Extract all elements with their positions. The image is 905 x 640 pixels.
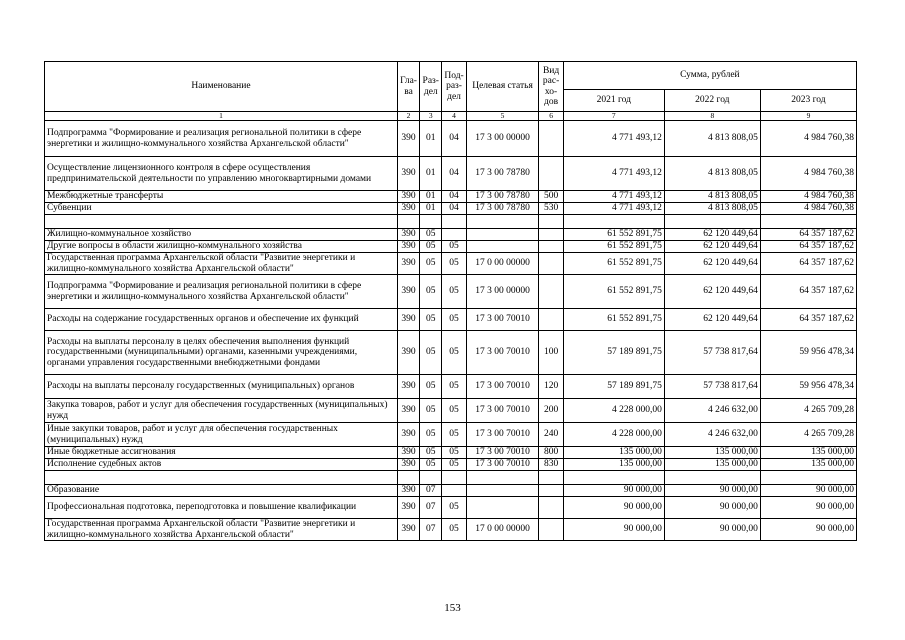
row-name: Другие вопросы в области жилищно-коммунального хозяйства — [45, 241, 398, 253]
row-name: Исполнение судебных актов — [45, 459, 398, 471]
row-vid — [539, 241, 563, 253]
row-sum-2023: 4 265 709,28 — [760, 423, 856, 447]
column-number: 5 — [466, 112, 539, 121]
row-glava: 390 — [397, 331, 419, 375]
table-row — [45, 497, 857, 519]
column-number: 1 — [45, 112, 398, 121]
row-name: Закупка товаров, работ и услуг для обеспечения государственных (муниципальных) нужд — [45, 399, 398, 423]
row-sum-2023: 90 000,00 — [760, 497, 856, 519]
row-razdel: 01 — [420, 121, 442, 157]
row-name: Государственная программа Архангельской области "Развитие энергетики и жилищно-коммунального хозяйства Архангельской области" — [45, 253, 398, 275]
row-target: 17 3 00 70010 — [466, 447, 539, 459]
table-row — [45, 203, 857, 215]
row-glava: 390 — [397, 497, 419, 519]
row-sum-2021: 61 552 891,75 — [563, 241, 664, 253]
table-row — [45, 331, 857, 375]
row-vid — [539, 253, 563, 275]
row-sum-2023: 135 000,00 — [760, 459, 856, 471]
row-razdel: 05 — [420, 399, 442, 423]
row-sum-2023: 64 357 187,62 — [760, 309, 856, 331]
row-name: Субвенции — [45, 203, 398, 215]
row-razdel: 05 — [420, 241, 442, 253]
row-sum-2022: 4 813 808,05 — [664, 121, 760, 157]
table-row — [45, 519, 857, 541]
row-sum-2022: 4 246 632,00 — [664, 399, 760, 423]
row-name: Государственная программа Архангельской области "Развитие энергетики и жилищно-коммунального хозяйства Архангельской области" — [45, 519, 398, 541]
row-glava: 390 — [397, 253, 419, 275]
row-sum-2022: 62 120 449,64 — [664, 253, 760, 275]
row-sum-2022: 57 738 817,64 — [664, 375, 760, 399]
row-target: 17 0 00 00000 — [466, 519, 539, 541]
row-vid — [539, 485, 563, 497]
row-vid — [539, 229, 563, 241]
row-sum-2022: 135 000,00 — [664, 447, 760, 459]
row-name: Подпрограмма "Формирование и реализация региональной политики в сфере энергетики и жилищно-коммунального хозяйства Архангельской области" — [45, 275, 398, 309]
row-sum-2021: 90 000,00 — [563, 497, 664, 519]
row-podrazdel: 04 — [442, 191, 466, 203]
row-sum-2021: 4 771 493,12 — [563, 121, 664, 157]
row-name: Расходы на выплаты персоналу в целях обеспечения выполнения функций государственными (муниципальными) органами, казенными учреждениями, органами управления государственными внебюджетными фондами — [45, 331, 398, 375]
table-row-spacer — [45, 215, 857, 229]
row-vid: 200 — [539, 399, 563, 423]
header-glava: Гла-ва — [397, 62, 419, 112]
header-podrazdel: Под-раз-дел — [442, 62, 466, 112]
row-glava: 390 — [397, 203, 419, 215]
row-sum-2023: 59 956 478,34 — [760, 375, 856, 399]
row-vid — [539, 157, 563, 191]
budget-table — [44, 61, 857, 541]
row-razdel: 07 — [420, 485, 442, 497]
row-glava: 390 — [397, 157, 419, 191]
row-vid — [539, 497, 563, 519]
row-podrazdel — [442, 215, 466, 229]
column-number: 7 — [563, 112, 664, 121]
row-sum-2023: 90 000,00 — [760, 485, 856, 497]
row-name: Расходы на содержание государственных органов и обеспечение их функций — [45, 309, 398, 331]
row-target — [466, 497, 539, 519]
header-2023: 2023 год — [760, 90, 856, 112]
row-sum-2022: 90 000,00 — [664, 485, 760, 497]
header-vid: Вид рас-хо-дов — [539, 62, 563, 112]
row-target — [466, 485, 539, 497]
row-target: 17 3 00 78780 — [466, 191, 539, 203]
row-razdel: 05 — [420, 375, 442, 399]
row-target — [466, 471, 539, 485]
row-glava: 390 — [397, 375, 419, 399]
header-target: Целевая статья — [466, 62, 539, 112]
table-row — [45, 191, 857, 203]
row-sum-2021: 4 771 493,12 — [563, 157, 664, 191]
row-podrazdel: 05 — [442, 423, 466, 447]
row-name: Жилищно-коммунальное хозяйство — [45, 229, 398, 241]
table-row — [45, 399, 857, 423]
table-row — [45, 157, 857, 191]
row-name — [45, 215, 398, 229]
row-razdel: 05 — [420, 447, 442, 459]
row-vid: 530 — [539, 203, 563, 215]
row-vid — [539, 215, 563, 229]
row-glava — [397, 471, 419, 485]
row-podrazdel: 04 — [442, 203, 466, 215]
header-2021: 2021 год — [563, 90, 664, 112]
row-sum-2021: 61 552 891,75 — [563, 309, 664, 331]
row-glava: 390 — [397, 519, 419, 541]
row-vid — [539, 309, 563, 331]
row-glava: 390 — [397, 447, 419, 459]
row-glava: 390 — [397, 423, 419, 447]
row-razdel: 01 — [420, 203, 442, 215]
row-target: 17 3 00 70010 — [466, 375, 539, 399]
row-razdel: 05 — [420, 229, 442, 241]
row-glava — [397, 215, 419, 229]
row-sum-2022: 62 120 449,64 — [664, 229, 760, 241]
row-vid: 120 — [539, 375, 563, 399]
row-sum-2021: 135 000,00 — [563, 447, 664, 459]
row-sum-2023: 64 357 187,62 — [760, 253, 856, 275]
row-sum-2023: 4 984 760,38 — [760, 203, 856, 215]
table-row — [45, 229, 857, 241]
row-target: 17 3 00 70010 — [466, 331, 539, 375]
row-name: Иные бюджетные ассигнования — [45, 447, 398, 459]
row-podrazdel: 04 — [442, 121, 466, 157]
column-number: 3 — [420, 112, 442, 121]
row-sum-2023: 59 956 478,34 — [760, 331, 856, 375]
header-2022: 2022 год — [664, 90, 760, 112]
row-sum-2023: 135 000,00 — [760, 447, 856, 459]
row-target — [466, 229, 539, 241]
row-name: Расходы на выплаты персоналу государственных (муниципальных) органов — [45, 375, 398, 399]
table-row — [45, 485, 857, 497]
row-sum-2022: 90 000,00 — [664, 497, 760, 519]
row-name — [45, 471, 398, 485]
column-number: 9 — [760, 112, 856, 121]
header-sum: Сумма, рублей — [563, 62, 856, 90]
row-target: 17 0 00 00000 — [466, 253, 539, 275]
table-row-spacer — [45, 471, 857, 485]
row-razdel: 05 — [420, 423, 442, 447]
row-vid: 500 — [539, 191, 563, 203]
row-sum-2021: 135 000,00 — [563, 459, 664, 471]
row-sum-2021: 90 000,00 — [563, 485, 664, 497]
row-podrazdel: 05 — [442, 447, 466, 459]
row-podrazdel: 05 — [442, 241, 466, 253]
row-sum-2022: 4 246 632,00 — [664, 423, 760, 447]
row-vid — [539, 121, 563, 157]
column-number: 8 — [664, 112, 760, 121]
row-sum-2023 — [760, 471, 856, 485]
row-razdel — [420, 471, 442, 485]
row-sum-2023: 64 357 187,62 — [760, 241, 856, 253]
row-vid — [539, 275, 563, 309]
row-sum-2021: 61 552 891,75 — [563, 229, 664, 241]
table-row — [45, 423, 857, 447]
row-sum-2023: 64 357 187,62 — [760, 275, 856, 309]
row-vid — [539, 519, 563, 541]
row-target: 17 3 00 78780 — [466, 157, 539, 191]
row-vid: 240 — [539, 423, 563, 447]
row-glava: 390 — [397, 485, 419, 497]
row-target: 17 3 00 70010 — [466, 459, 539, 471]
row-sum-2022: 62 120 449,64 — [664, 241, 760, 253]
row-target — [466, 215, 539, 229]
row-razdel: 05 — [420, 309, 442, 331]
column-number: 2 — [397, 112, 419, 121]
row-vid: 800 — [539, 447, 563, 459]
row-sum-2021: 57 189 891,75 — [563, 331, 664, 375]
table-row — [45, 447, 857, 459]
row-glava: 390 — [397, 459, 419, 471]
row-sum-2022: 4 813 808,05 — [664, 203, 760, 215]
row-podrazdel: 05 — [442, 253, 466, 275]
row-vid: 100 — [539, 331, 563, 375]
row-sum-2021: 61 552 891,75 — [563, 253, 664, 275]
header-name: Наименование — [45, 62, 398, 112]
row-name: Межбюджетные трансферты — [45, 191, 398, 203]
table-row — [45, 253, 857, 275]
row-podrazdel: 05 — [442, 275, 466, 309]
row-target: 17 3 00 70010 — [466, 399, 539, 423]
row-podrazdel — [442, 471, 466, 485]
table-row — [45, 121, 857, 157]
row-sum-2022 — [664, 471, 760, 485]
row-podrazdel: 05 — [442, 331, 466, 375]
row-razdel: 01 — [420, 157, 442, 191]
row-target: 17 3 00 00000 — [466, 121, 539, 157]
row-podrazdel: 05 — [442, 497, 466, 519]
header-razdel: Раз-дел — [420, 62, 442, 112]
row-target: 17 3 00 00000 — [466, 275, 539, 309]
row-razdel: 07 — [420, 519, 442, 541]
row-sum-2023: 4 265 709,28 — [760, 399, 856, 423]
row-name: Профессиональная подготовка, переподготовка и повышение квалификации — [45, 497, 398, 519]
row-razdel: 01 — [420, 191, 442, 203]
table-body — [45, 121, 857, 541]
row-podrazdel — [442, 485, 466, 497]
row-glava: 390 — [397, 309, 419, 331]
row-sum-2023: 4 984 760,38 — [760, 191, 856, 203]
row-podrazdel: 04 — [442, 157, 466, 191]
row-sum-2022: 90 000,00 — [664, 519, 760, 541]
row-sum-2023 — [760, 215, 856, 229]
row-vid — [539, 471, 563, 485]
row-target: 17 3 00 78780 — [466, 203, 539, 215]
row-sum-2021: 61 552 891,75 — [563, 275, 664, 309]
row-sum-2022 — [664, 215, 760, 229]
column-number: 6 — [539, 112, 563, 121]
row-podrazdel: 05 — [442, 459, 466, 471]
table-row — [45, 375, 857, 399]
row-sum-2023: 4 984 760,38 — [760, 157, 856, 191]
row-sum-2022: 135 000,00 — [664, 459, 760, 471]
row-razdel: 07 — [420, 497, 442, 519]
row-glava: 390 — [397, 399, 419, 423]
table-row — [45, 459, 857, 471]
row-sum-2023: 4 984 760,38 — [760, 121, 856, 157]
row-razdel: 05 — [420, 459, 442, 471]
column-number: 4 — [442, 112, 466, 121]
table-row — [45, 275, 857, 309]
row-podrazdel: 05 — [442, 519, 466, 541]
row-sum-2021 — [563, 471, 664, 485]
row-razdel — [420, 215, 442, 229]
row-sum-2021: 57 189 891,75 — [563, 375, 664, 399]
row-sum-2022: 62 120 449,64 — [664, 309, 760, 331]
row-sum-2022: 62 120 449,64 — [664, 275, 760, 309]
row-glava: 390 — [397, 229, 419, 241]
row-razdel: 05 — [420, 331, 442, 375]
row-sum-2022: 4 813 808,05 — [664, 157, 760, 191]
row-podrazdel: 05 — [442, 375, 466, 399]
row-sum-2021: 4 771 493,12 — [563, 203, 664, 215]
table-row — [45, 309, 857, 331]
row-glava: 390 — [397, 121, 419, 157]
row-glava: 390 — [397, 275, 419, 309]
row-sum-2021: 4 228 000,00 — [563, 423, 664, 447]
row-podrazdel: 05 — [442, 399, 466, 423]
row-name: Подпрограмма "Формирование и реализация региональной политики в сфере энергетики и жилищно-коммунального хозяйства Архангельской области" — [45, 121, 398, 157]
row-vid: 830 — [539, 459, 563, 471]
row-sum-2022: 57 738 817,64 — [664, 331, 760, 375]
row-name: Иные закупки товаров, работ и услуг для обеспечения государственных (муниципальных) нужд — [45, 423, 398, 447]
row-target: 17 3 00 70010 — [466, 309, 539, 331]
row-sum-2021 — [563, 215, 664, 229]
row-sum-2023: 90 000,00 — [760, 519, 856, 541]
row-sum-2021: 4 771 493,12 — [563, 191, 664, 203]
row-sum-2021: 90 000,00 — [563, 519, 664, 541]
row-sum-2021: 4 228 000,00 — [563, 399, 664, 423]
row-podrazdel — [442, 229, 466, 241]
row-sum-2023: 64 357 187,62 — [760, 229, 856, 241]
row-sum-2022: 4 813 808,05 — [664, 191, 760, 203]
row-target — [466, 241, 539, 253]
row-razdel: 05 — [420, 275, 442, 309]
page-number: 153 — [444, 602, 461, 614]
row-target: 17 3 00 70010 — [466, 423, 539, 447]
row-glava: 390 — [397, 191, 419, 203]
row-razdel: 05 — [420, 253, 442, 275]
row-glava: 390 — [397, 241, 419, 253]
table-row — [45, 241, 857, 253]
row-name: Осуществление лицензионного контроля в сфере осуществления предпринимательской деятельности по управлению многоквартирными домами — [45, 157, 398, 191]
row-name: Образование — [45, 485, 398, 497]
row-podrazdel: 05 — [442, 309, 466, 331]
